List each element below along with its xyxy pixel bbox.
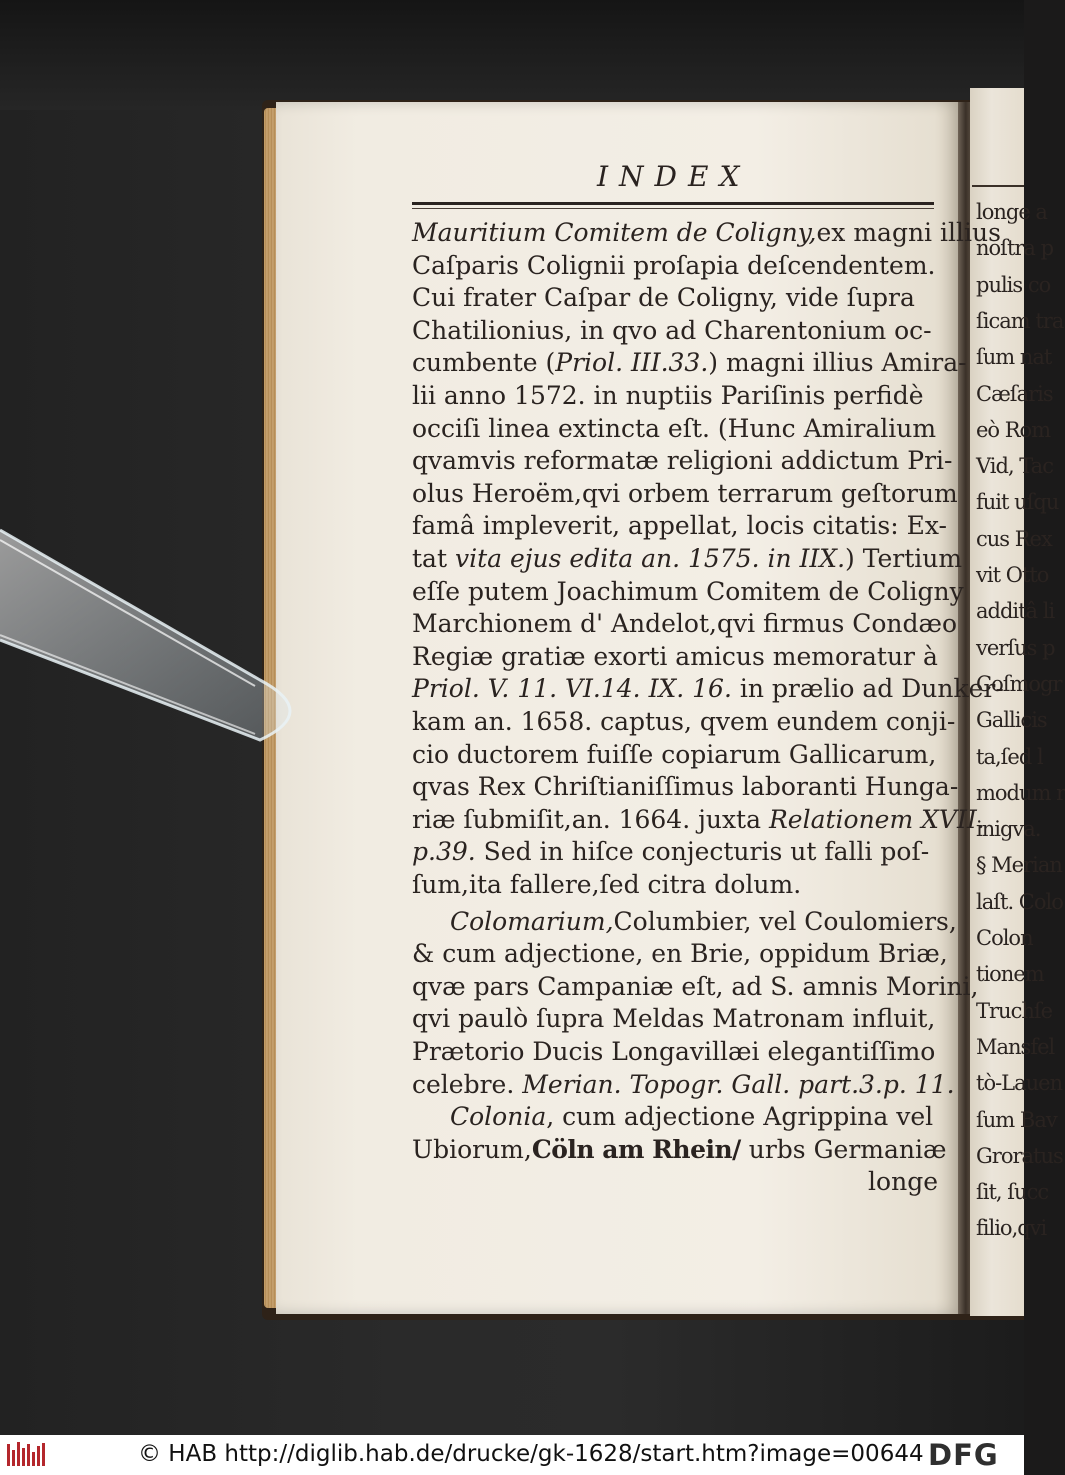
facing-text-line: ſicam tra — [976, 308, 1064, 333]
facing-text-line: fuit uſqu — [976, 490, 1059, 515]
text-line — [412, 444, 953, 478]
roman-text: ) magni illius Amira- — [708, 348, 967, 378]
roman-text: cumbente ( — [412, 348, 556, 378]
roman-text: Caſparis Colignii proſapia deſcendentem. — [412, 250, 936, 280]
italic-text: Colomarium, — [450, 906, 614, 936]
roman-text: longe — [868, 1167, 938, 1197]
text-line — [412, 607, 958, 641]
facing-text-line: tionem — [976, 962, 1044, 987]
text-line — [412, 1133, 947, 1167]
facing-text-line: longe a — [976, 200, 1047, 224]
roman-text: eſſe putem Joachimum Comitem de Coligny — [412, 576, 964, 606]
roman-text: Cöln am Rhein/ — [531, 1134, 741, 1164]
facing-text-line: ſum nat — [976, 345, 1052, 370]
running-head: INDEX — [597, 160, 751, 193]
facing-text-line: noſtra p — [976, 236, 1054, 261]
facing-text-line: Colon — [976, 926, 1033, 950]
text-line — [412, 1035, 938, 1069]
facing-text-line: § Merian — [976, 853, 1062, 878]
text-line — [412, 477, 958, 511]
facing-text-line: Mansfel — [976, 1034, 1055, 1059]
roman-text: Regiæ gratiæ exorti amicus memoratur à — [412, 641, 938, 671]
text-line — [412, 216, 1001, 250]
roman-text: , cum adjectione Agrippina vel — [546, 1102, 934, 1132]
italic-text: Colonia — [450, 1102, 547, 1132]
roman-text: riæ ſubmiſit,an. 1664. juxta — [412, 804, 769, 834]
facing-text-line: verſus p — [976, 635, 1055, 660]
text-line — [412, 281, 938, 315]
text-line — [412, 575, 964, 609]
hab-logo-icon — [6, 1440, 48, 1470]
text-line — [412, 640, 938, 674]
text-line — [412, 509, 947, 543]
copyright-url[interactable]: © HAB http://diglib.hab.de/drucke/gk-1628/start.htm?image=00644 — [138, 1441, 924, 1467]
facing-text-line: additâ li — [976, 599, 1055, 624]
facing-text-line: laſt. Colo — [976, 889, 1063, 914]
text-line — [412, 1002, 938, 1036]
italic-text: Merian. Topogr. Gall. part.3.p. 11. — [522, 1069, 955, 1099]
italic-text: vita ejus edita an. 1575. in IIX. — [454, 544, 846, 573]
roman-text: celebre. — [412, 1069, 523, 1099]
roman-text: kam an. 1658. captus, qvem eundem conji- — [412, 707, 956, 736]
text-line — [412, 970, 979, 1004]
text-line — [412, 738, 938, 772]
text-line — [412, 672, 1004, 706]
facing-text-line: ſum Bav — [976, 1107, 1057, 1132]
roman-text: urbs Germaniæ — [740, 1134, 947, 1164]
italic-text: p.39. — [412, 837, 476, 867]
text-line — [412, 346, 967, 380]
roman-text: ſum,ita fallere,ſed citra dolum. — [412, 870, 802, 899]
facing-text-line: Coſmogr — [976, 671, 1062, 696]
text-line — [412, 905, 957, 939]
facing-text-line: eò Rom — [976, 417, 1051, 442]
facing-text-line: Cæſaris — [976, 381, 1053, 406]
facing-text-line: tò-Lauen — [976, 1071, 1063, 1096]
roman-text: tat — [412, 544, 455, 573]
text-line — [412, 412, 938, 446]
facing-head-rule — [972, 185, 1024, 187]
facing-text-line: modum r — [976, 780, 1065, 805]
roman-text: qvamvis reformatæ religioni addictum Pri- — [412, 446, 953, 476]
text-line — [412, 770, 959, 804]
italic-text: Priol. III.33. — [555, 348, 709, 378]
facing-text-line: filio,qvi — [976, 1216, 1047, 1241]
italic-text: Priol. V. 11. VI.14. IX. 16. — [412, 674, 732, 704]
head-rule-thin — [412, 208, 934, 209]
roman-text: Marchionem d' Andelot,qvi firmus Condæo — [412, 609, 958, 639]
head-rule — [412, 202, 934, 205]
facing-text-line: pulis co — [976, 272, 1051, 297]
text-line — [412, 542, 963, 576]
roman-text: cio ductorem fuiſſe copiarum Gallicarum, — [412, 739, 937, 769]
roman-text: Prætorio Ducis Longavillæi elegantiſſimo — [412, 1037, 936, 1066]
italic-text: Mauritium Comitem de Coligny, — [412, 218, 817, 247]
text-line — [412, 249, 938, 283]
roman-text: in prælio ad Dunker- — [731, 674, 1004, 704]
text-line — [412, 1068, 955, 1102]
roman-text: Ubiorum, — [412, 1134, 532, 1164]
facing-text-line: Vid, Tac — [976, 454, 1053, 479]
text-line — [412, 379, 938, 413]
roman-text: Cui frater Caſpar de Coligny, vide ſupra — [412, 283, 915, 313]
roman-text: occiſi linea extincta eſt. (Hunc Amiralium — [412, 413, 937, 443]
roman-text: qvæ pars Campaniæ eſt, ad S. amnis Morini, — [412, 971, 979, 1001]
roman-text: ex magni illius — [816, 218, 1001, 247]
roman-text: famâ impleverit, appellat, locis citatis: Ex- — [412, 511, 947, 541]
italic-text: Relationem XVII. — [768, 804, 985, 834]
roman-text: olus Heroëm,qvi orbem terrarum geſtorum — [412, 478, 958, 508]
text-line — [412, 803, 985, 837]
roman-text: & cum adjectione, en Brie, oppidum Briæ, — [412, 939, 948, 969]
roman-text: Chatilionius, in qvo ad Charentonium oc- — [412, 315, 932, 345]
roman-text: ) Tertium — [845, 544, 963, 573]
roman-text: qvas Rex Chriſtianiſſimus laboranti Hunga- — [412, 772, 959, 802]
facing-text-line: ſit, ſucc — [976, 1180, 1049, 1205]
facing-text-line: cus Rex — [976, 526, 1052, 551]
roman-text: qvi paulò ſupra Meldas Matronam influit, — [412, 1004, 936, 1034]
text-line — [412, 1165, 938, 1199]
facing-text-line: vit Otto — [976, 563, 1049, 587]
text-line — [412, 1100, 938, 1134]
roman-text: lii anno 1572. in nuptiis Pariſinis perfidè — [412, 381, 924, 410]
facing-text-line: ta,ſed l — [976, 744, 1043, 769]
facing-text-line: inigva. — [976, 817, 1041, 842]
text-line — [412, 868, 938, 902]
dfg-logo: DFG — [928, 1438, 999, 1472]
text-line — [412, 937, 948, 971]
facing-text-line: Gallicis — [976, 708, 1047, 733]
roman-text: Columbier, vel Coulomiers, — [613, 906, 957, 936]
facing-text-line: Truchſe — [976, 998, 1053, 1023]
text-line — [412, 705, 956, 739]
text-line — [412, 835, 938, 869]
facing-text-line: Groratus — [976, 1143, 1063, 1168]
background-cloth — [0, 0, 1024, 110]
text-line — [412, 314, 938, 348]
roman-text: Sed in hiſce conjecturis ut falli poſ- — [475, 837, 930, 867]
